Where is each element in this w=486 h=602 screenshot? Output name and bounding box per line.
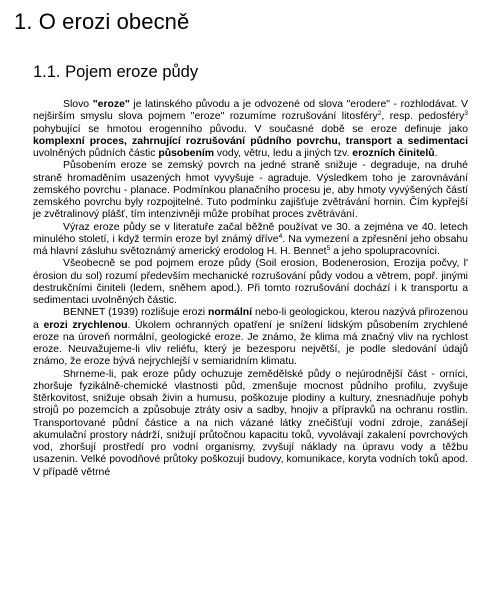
bold-term: komplexní proces, zahrnující rozrušování půdního povrchu, transport a sedimentaci	[33, 135, 468, 147]
bold-term: erozních činitelů	[352, 148, 435, 159]
section-heading: 1.1. Pojem eroze půdy	[33, 63, 199, 81]
bold-term: "eroze"	[92, 99, 130, 110]
footnote-ref[interactable]: 4	[278, 232, 283, 240]
body-text	[33, 99, 468, 479]
bold-term: erozi zrychlenou	[43, 319, 128, 331]
footnote-ref[interactable]: 5	[326, 245, 331, 252]
footnote-ref[interactable]: 3	[464, 110, 468, 118]
paragraph: Slovo "eroze" je latinského původu a je odvozené od slova "erodere" - rozhlodávat. V nejširším smyslu slova pojmem "eroze" rozumíme rozrušování litosféry$^2$, resp. pedosféry$^3$ pohybující se hmotou erogenního původu. V současné době se eroze definuje jako komplexní proces, zahrnující rozrušování půdního povrchu, transport a sedimentaci uvolněných půdních částic působením vody, větru, ledu a jiných tzv. erozních činitelů.	[33, 99, 468, 159]
paragraph: Působením eroze se zemský povrch na jedné straně snižuje - degraduje, na druhé straně hromaděním usazených hmot vyvyšuje - agraduje. Výsledkem toho je zarovnávání zemského povrchu - planace. Podmínkou planačního procesu je, aby hmoty vyvýšených částí zemského povrchu byly rozpojitelné. Tuto podmínku zajišťuje zvětrávání hornin. Čím kypřejší je zvětralinový plášť, tím intenzivněji může probíhat proces zvětrávání.	[33, 160, 468, 221]
paragraph: Výraz eroze půdy se v literatuře začal běžně používat ve 30. a zejména ve 40. letech minulého století, i když termín eroze byl známý dříve$^4$. Na vymezení a zpřesnění jeho obsahu má hlavní zásluhu světoznámý americký erodolog H. H. Bennet$^5$ a jeho spolupracovníci.	[33, 221, 468, 257]
footnote-ref[interactable]: 2	[377, 110, 382, 118]
paragraph: Shrneme-li, pak eroze půdy ochuzuje zemědělské půdy o nejúrodnější část - orníci, zhoršuje fyzikálně-chemické vlastnosti půd, zmenšuje mocnost půdního profilu, zvyšuje štěrkovitost, snižuje obsah živin a humusu, poškozuje plodiny a kultury, znesnadňuje pohyb strojů po pozemcích a způsobuje ztráty osiv a sadby, hnojiv a přípravků na ochranu rostlin. Transportované půdní částice a na nich vázané látky znečišťují vodní zdroje, zanášejí akumulační prostory nádrží, snižují průtočnou kapacitu toků, vyvolávají zakalení povrchových vod, zhoršují prostředí pro vodní organismy, zvyšují náklady na úpravu vody a těžbu usazenin. Velké povodňové průtoky poškozují budovy, komunikace, koryta vodních toků apod. V případě větrné	[33, 368, 468, 478]
chapter-heading: 1. O erozi obecně	[14, 9, 190, 34]
paragraph: Všeobecně se pod pojmem eroze půdy (Soil erosion, Bodenerosion, Erozija počvy, l' érosion du sol) rozumí především mechanické rozrušování půdy vodou a větrem, popř. jinými destrukčními činiteli (ledem, sněhem apod.). Při tomto rozrušování dochází i k transportu a sedimentaci uvolněných částic.	[33, 258, 468, 306]
paragraph: BENNET (1939) rozlišuje erozi normální nebo-li geologickou, kterou nazývá přirozenou a erozi zrychlenou. Úkolem ochranných opatření je snížení lidským působením zrychlené eroze na úroveň normální, geologické eroze. Je známo, že klima má značný vliv na rychlost eroze. Neuvažujeme-li vliv reliéfu, který je bezesporu největší, je podle sledování údajů známo, že eroze bývá nejrychlejší v semiaridním klimatu.	[33, 307, 468, 368]
bold-term: působením	[158, 148, 214, 159]
bold-term: normální	[207, 307, 253, 319]
